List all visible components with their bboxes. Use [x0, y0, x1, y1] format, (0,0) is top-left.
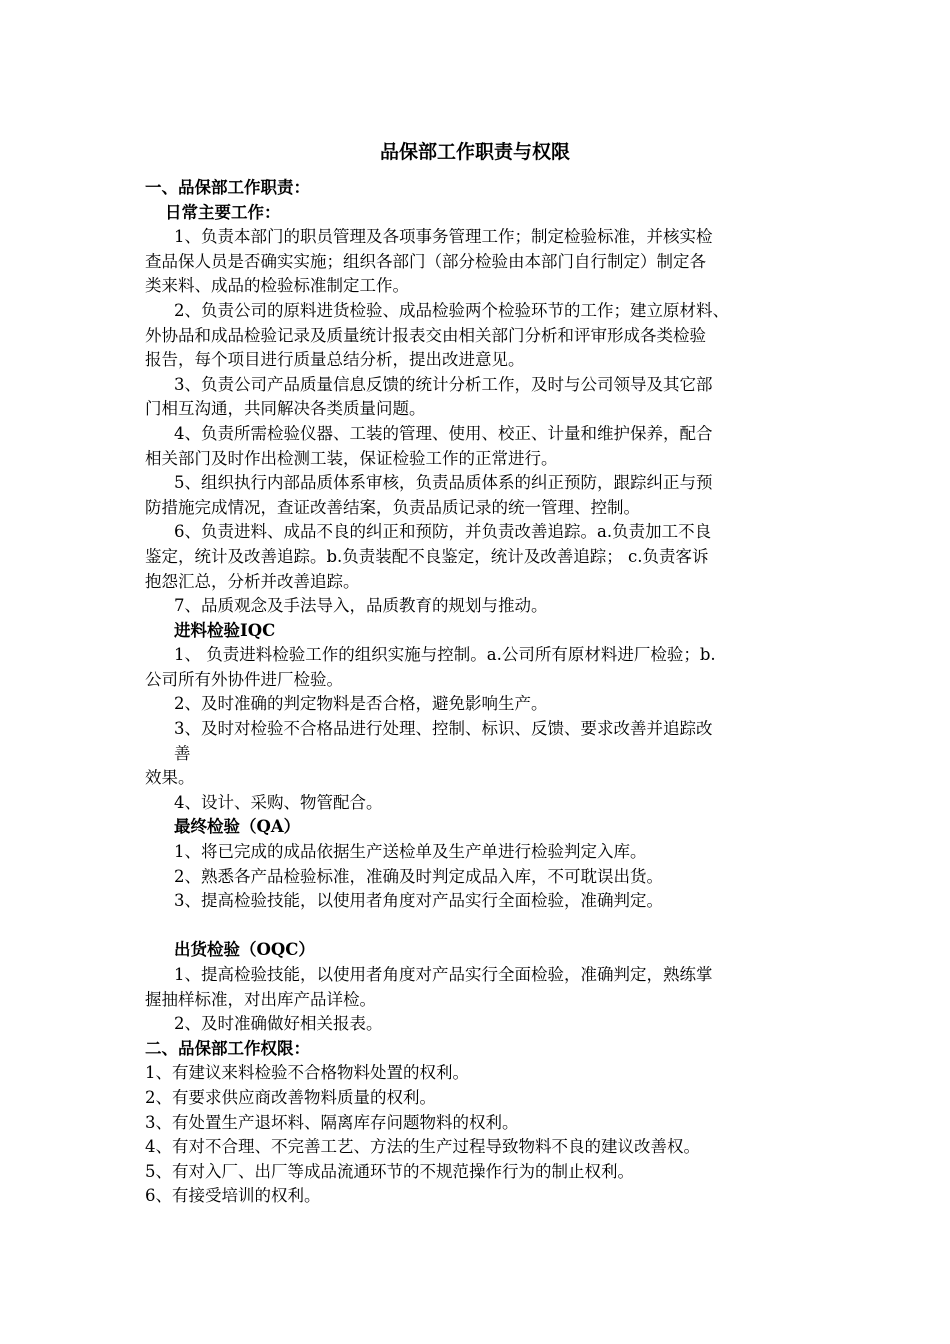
daily-item-5-line-2: 防措施完成情况，查证改善结案，负责品质记录的统一管理、控制。 — [145, 497, 640, 517]
qa-item-2: 2、熟悉各产品检验标准，准确及时判定成品入库，不可耽误出货。 — [174, 866, 663, 886]
daily-item-4-line-1: 4、负责所需检验仪器、工装的管理、使用、校正、计量和维护保养，配合 — [174, 423, 713, 443]
authority-item-4: 4、有对不合理、不完善工艺、方法的生产过程导致物料不良的建议改善权。 — [145, 1137, 700, 1157]
oqc-item-1-line-2: 握抽样标准，对出库产品详检。 — [145, 989, 376, 1009]
qa-item-3: 3、提高检验技能，以使用者角度对产品实行全面检验，准确判定。 — [174, 891, 663, 911]
oqc-item-2-line-1: 2、及时准确做好相关报表。 — [174, 1014, 383, 1034]
oqc-item-1-line-1: 1、提高检验技能，以使用者角度对产品实行全面检验，准确判定，熟练掌 — [174, 965, 713, 984]
document-body — [145, 176, 805, 1209]
daily-item-1-line-1: 1、负责本部门的职员管理及各项事务管理工作；制定检验标准，并核实检 — [174, 227, 713, 247]
daily-item-3-line-1: 3、负责公司产品质量信息反馈的统计分析工作，及时与公司领导及其它部 — [174, 374, 713, 394]
daily-item-6-line-2: 鉴定，统计及改善追踪。b.负责装配不良鉴定，统计及改善追踪； c.负责客诉 — [145, 546, 709, 566]
authority-item-1: 1、有建议来料检验不合格物料处置的权利。 — [145, 1063, 469, 1083]
subsection-heading-daily: 日常主要工作： — [165, 202, 281, 222]
page-title: 品保部工作职责与权限 — [379, 141, 570, 163]
iqc-item-4-line-1: 4、设计、采购、物管配合。 — [174, 792, 383, 812]
subsection-heading-iqc: 进料检验IQC — [174, 620, 276, 640]
section-heading: 一、品保部工作职责： — [145, 178, 310, 197]
daily-item-2-line-1: 2、负责公司的原料进货检验、成品检验两个检验环节的工作；建立原材料、 — [174, 300, 729, 320]
iqc-item-3-line-2: 善 — [174, 743, 191, 763]
iqc-item-1-line-2: 公司所有外协件进厂检验。 — [145, 669, 343, 689]
subsection-heading-qa: 最终检验（QA） — [174, 817, 301, 837]
subsection-heading-oqc: 出货检验（OQC） — [174, 940, 315, 960]
authority-item-2: 2、有要求供应商改善物料质量的权利。 — [145, 1087, 436, 1107]
iqc-item-2-line-1: 2、及时准确的判定物料是否合格，避免影响生产。 — [174, 694, 548, 714]
daily-item-1-line-3: 类来料、成品的检验标准制定工作。 — [145, 276, 409, 296]
authority-item-5: 5、有对入厂、出厂等成品流通环节的不规范操作行为的制止权利。 — [145, 1161, 634, 1181]
iqc-item-3-line-1: 3、及时对检验不合格品进行处理、控制、标识、反馈、要求改善并追踪改 — [174, 719, 713, 739]
iqc-item-3-line-3: 效果。 — [145, 768, 195, 788]
authority-item-6: 6、有接受培训的权利。 — [145, 1186, 321, 1206]
authority-item-3: 3、有处置生产退坏料、隔离库存问题物料的权利。 — [145, 1112, 519, 1132]
daily-item-6-line-1: 6、负责进料、成品不良的纠正和预防，并负责改善追踪。a.负责加工不良 — [174, 522, 712, 542]
daily-item-4-line-2: 相关部门及时作出检测工装，保证检验工作的正常进行。 — [145, 448, 558, 468]
daily-item-3-line-2: 门相互沟通，共同解决各类质量问题。 — [145, 399, 426, 419]
daily-item-2-line-3: 报告，每个项目进行质量总结分析，提出改进意见。 — [145, 350, 525, 370]
iqc-item-1-line-1: 1、 负责进料检验工作的组织实施与控制。a.公司所有原材料进厂检验；b. — [174, 645, 716, 665]
daily-item-5-line-1: 5、组织执行内部品质体系审核，负责品质体系的纠正预防，跟踪纠正与预 — [174, 473, 713, 493]
daily-item-6-line-3: 抱怨汇总，分析并改善追踪。 — [145, 571, 360, 591]
daily-item-2-line-2: 外协品和成品检验记录及质量统计报表交由相关部门分析和评审形成各类检验 — [145, 325, 706, 345]
daily-item-7-line-1: 7、品质观念及手法导入，品质教育的规划与推动。 — [174, 596, 548, 616]
spacer — [145, 914, 805, 939]
qa-item-1: 1、将已完成的成品依据生产送检单及生产单进行检验判定入库。 — [174, 842, 647, 862]
daily-item-1-line-2: 查品保人员是否确实实施；组织各部门（部分检验由本部门自行制定）制定各 — [145, 251, 706, 271]
section-heading-2: 二、品保部工作权限： — [145, 1038, 310, 1058]
